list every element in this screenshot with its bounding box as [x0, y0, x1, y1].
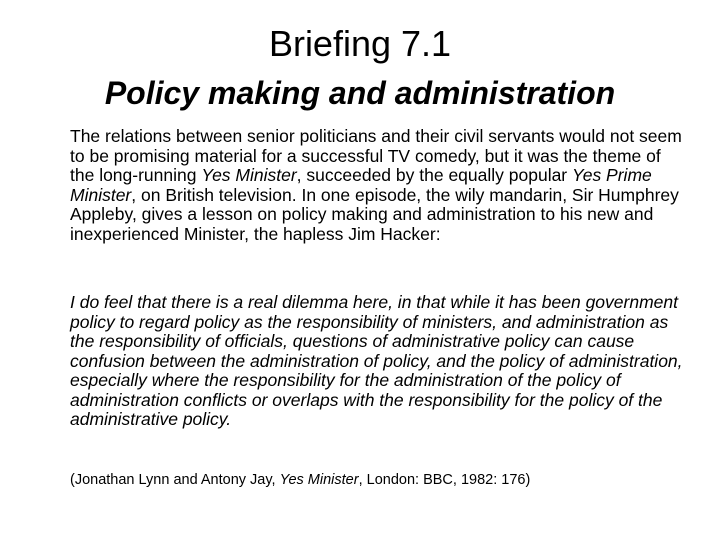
- citation-work-title: Yes Minister: [279, 472, 359, 488]
- slide-subtitle: Policy making and administration: [104, 75, 616, 111]
- intro-text-3: , on British television. In one episode, the wily mandarin, Sir Humphrey Appleby, gives a lesson on policy making and administration to his new and inexperienced Minister, the hapless Jim Hacker:: [70, 184, 679, 244]
- citation: [70, 471, 685, 489]
- slide-title: Briefing 7.1: [268, 23, 452, 64]
- intro-text-1: The relations between senior politicians and their civil servants would not seem to be promising material for a successful TV comedy, but it was the theme of the long-running: [70, 126, 682, 185]
- intro-text-2: , succeeded by the equally popular: [296, 165, 572, 185]
- citation-publication: , London: BBC, 1982: 176): [358, 472, 531, 488]
- intro-paragraph: [70, 127, 685, 244]
- humphrey-quote: I do feel that there is a real dilemma here, in that while it has been government policy to regard policy as the responsibility of ministers, and administration as the responsibility of officials, questions of administrative policy can cause confusion between the administration of policy, and the policy of administration, especially where the responsibility for the administration of the policy of administration conflicts or overlaps with the responsibility for the policy of the administrative policy.: [70, 292, 683, 429]
- show-title-yes-minister: Yes Minister: [201, 165, 297, 185]
- citation-authors: (Jonathan Lynn and Antony Jay,: [70, 472, 280, 488]
- show-title-yes-prime-minister: Yes Prime Minister: [70, 165, 652, 205]
